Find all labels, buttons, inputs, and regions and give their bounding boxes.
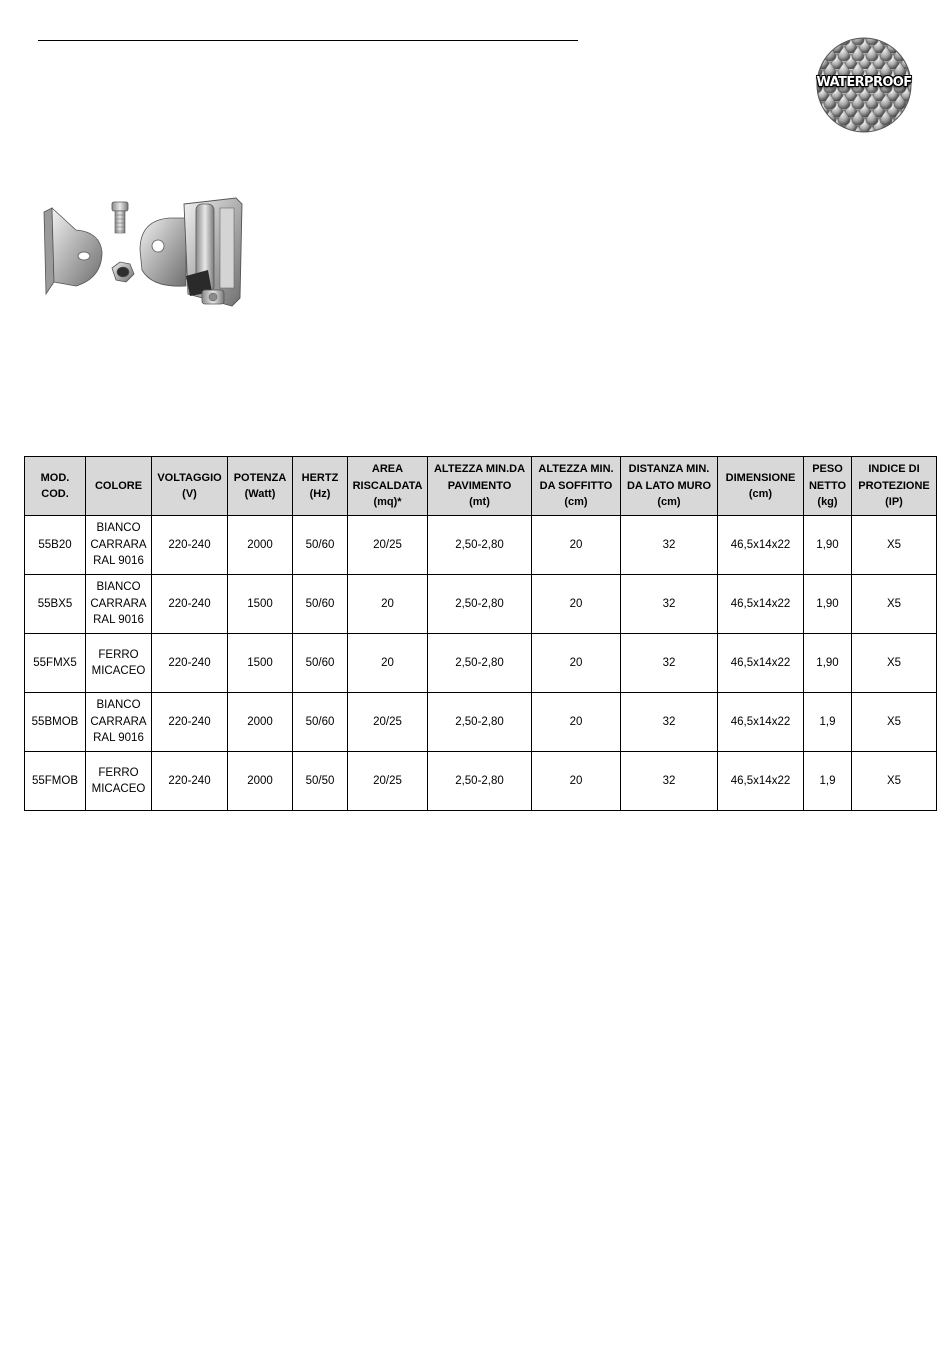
cell-peso: 1,90 — [804, 516, 852, 575]
col-header-area: AREA RISCALDATA (mq)* — [348, 457, 428, 516]
cell-mod: 55B20 — [25, 516, 86, 575]
waterproof-badge — [816, 37, 912, 133]
cell-area: 20/25 — [348, 516, 428, 575]
table-row — [25, 693, 937, 752]
col-header-colore: COLORE — [86, 457, 152, 516]
table-row — [25, 752, 937, 811]
cell-hertz: 50/60 — [293, 516, 348, 575]
cell-colore: FERRO MICACEO — [86, 752, 152, 811]
cell-voltaggio: 220-240 — [152, 752, 228, 811]
cell-voltaggio: 220-240 — [152, 634, 228, 693]
cell-dimensione: 46,5x14x22 — [718, 693, 804, 752]
cell-distanza: 32 — [621, 693, 718, 752]
cell-area: 20/25 — [348, 693, 428, 752]
table-row — [25, 516, 937, 575]
cell-peso: 1,90 — [804, 575, 852, 634]
cell-altezza-pavimento: 2,50-2,80 — [428, 634, 532, 693]
cell-peso: 1,90 — [804, 634, 852, 693]
col-header-potenza: POTENZA (Watt) — [228, 457, 293, 516]
cell-ip: X5 — [852, 516, 937, 575]
cell-colore: BIANCO CARRARA RAL 9016 — [86, 693, 152, 752]
cell-ip: X5 — [852, 575, 937, 634]
cell-area: 20 — [348, 575, 428, 634]
cell-distanza: 32 — [621, 752, 718, 811]
cell-dimensione: 46,5x14x22 — [718, 752, 804, 811]
cell-voltaggio: 220-240 — [152, 575, 228, 634]
cell-altezza-pavimento: 2,50-2,80 — [428, 752, 532, 811]
cell-ip: X5 — [852, 693, 937, 752]
badge-label: WATERPROOF — [816, 75, 912, 90]
cell-altezza-soffitto: 20 — [532, 634, 621, 693]
col-header-altezza-soffitto: ALTEZZA MIN. DA SOFFITTO (cm) — [532, 457, 621, 516]
table-header-row — [25, 457, 937, 516]
cell-peso: 1,9 — [804, 693, 852, 752]
col-header-indice-protezione: INDICE DI PROTEZIONE (IP) — [852, 457, 937, 516]
cell-dimensione: 46,5x14x22 — [718, 575, 804, 634]
cell-area: 20 — [348, 634, 428, 693]
table-row — [25, 575, 937, 634]
cell-dimensione: 46,5x14x22 — [718, 634, 804, 693]
cell-mod: 55BX5 — [25, 575, 86, 634]
cell-altezza-soffitto: 20 — [532, 693, 621, 752]
cell-potenza: 1500 — [228, 575, 293, 634]
cell-potenza: 2000 — [228, 693, 293, 752]
col-header-voltaggio: VOLTAGGIO (V) — [152, 457, 228, 516]
col-header-altezza-pavimento: ALTEZZA MIN.DA PAVIMENTO (mt) — [428, 457, 532, 516]
cell-altezza-pavimento: 2,50-2,80 — [428, 516, 532, 575]
col-header-peso: PESO NETTO (kg) — [804, 457, 852, 516]
cell-hertz: 50/60 — [293, 693, 348, 752]
cell-ip: X5 — [852, 634, 937, 693]
cell-area: 20/25 — [348, 752, 428, 811]
cell-hertz: 50/50 — [293, 752, 348, 811]
cell-colore: BIANCO CARRARA RAL 9016 — [86, 575, 152, 634]
cell-altezza-soffitto: 20 — [532, 516, 621, 575]
cell-altezza-soffitto: 20 — [532, 575, 621, 634]
cell-potenza: 2000 — [228, 752, 293, 811]
cell-hertz: 50/60 — [293, 575, 348, 634]
cell-distanza: 32 — [621, 516, 718, 575]
top-rule — [38, 40, 578, 41]
cell-mod: 55FMX5 — [25, 634, 86, 693]
cell-altezza-soffitto: 20 — [532, 752, 621, 811]
spec-table — [24, 456, 937, 811]
cell-hertz: 50/60 — [293, 634, 348, 693]
cell-distanza: 32 — [621, 575, 718, 634]
cell-voltaggio: 220-240 — [152, 516, 228, 575]
cell-voltaggio: 220-240 — [152, 693, 228, 752]
cell-altezza-pavimento: 2,50-2,80 — [428, 693, 532, 752]
cell-distanza: 32 — [621, 634, 718, 693]
col-header-hertz: HERTZ (Hz) — [293, 457, 348, 516]
cell-colore: FERRO MICACEO — [86, 634, 152, 693]
cell-potenza: 1500 — [228, 634, 293, 693]
cell-colore: BIANCO CARRARA RAL 9016 — [86, 516, 152, 575]
col-header-mod: MOD. COD. — [25, 457, 86, 516]
col-header-distanza: DISTANZA MIN. DA LATO MURO (cm) — [621, 457, 718, 516]
cell-mod: 55FMOB — [25, 752, 86, 811]
cell-dimensione: 46,5x14x22 — [718, 516, 804, 575]
cell-ip: X5 — [852, 752, 937, 811]
cell-altezza-pavimento: 2,50-2,80 — [428, 575, 532, 634]
bracket-kit-icon — [36, 190, 258, 320]
table-row — [25, 634, 937, 693]
cell-potenza: 2000 — [228, 516, 293, 575]
mounting-bracket-image — [36, 190, 258, 320]
cell-mod: 55BMOB — [25, 693, 86, 752]
col-header-dimensione: DIMENSIONE (cm) — [718, 457, 804, 516]
cell-peso: 1,9 — [804, 752, 852, 811]
